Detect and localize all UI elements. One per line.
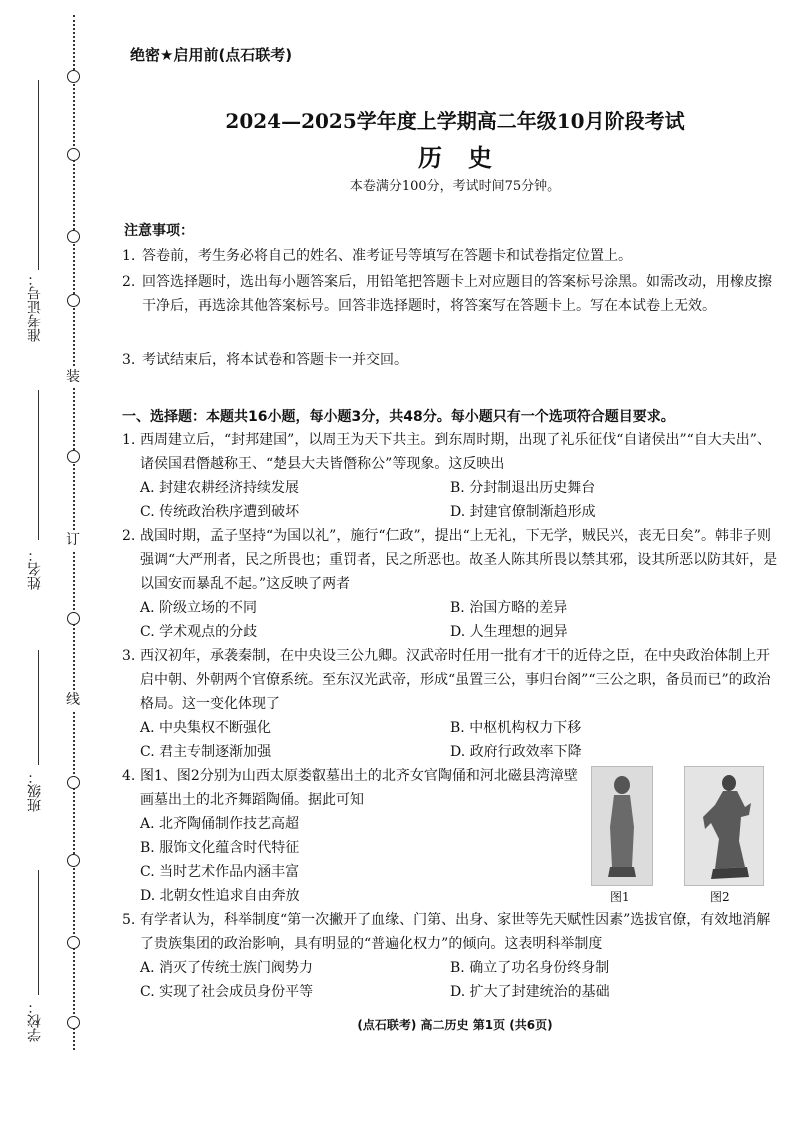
option-a[interactable]: A. 消灭了传统士族门阀势力: [140, 960, 314, 976]
question-stem: 有学者认为，科举制度“第一次撇开了血缘、门第、出身、家世等先天赋性因素”选拔官僚，有效地消解了贵族集团的政治影响，具有明显的“普遍化权力”的倾向。这表明科举制度: [140, 912, 771, 952]
score-info: 本卷满分100分，考试时间75分钟。: [349, 179, 561, 194]
option-c[interactable]: C. 实现了社会成员身份平等: [140, 984, 314, 1000]
figure-1-female-official-figurine: [591, 766, 653, 886]
question-stem: 西汉初年，承袭秦制，在中央设三公九卿。汉武帝时任用一批有才干的近侍之臣，在中央政治体制上开启中朝、外朝两个官僚系统。至东汉光武帝，形成“虽置三公，事归台阁”“三公之职，备员而已”的政治格局。这一变化体现了: [140, 648, 771, 712]
question-number: 1.: [122, 432, 136, 448]
notice-item: [122, 270, 784, 318]
notice-text: 回答选择题时，选出每小题答案后，用铅笔把答题卡上对应题目的答案标号涂黑。如需改动，用橡皮擦干净后，再选涂其他答案标号。回答非选择题时，将答案写在答题卡上。写在本试卷上无效。: [142, 274, 772, 314]
option-c[interactable]: C. 传统政治秩序遭到破坏: [140, 504, 300, 520]
option-b[interactable]: B. 服饰文化蕴含时代特征: [140, 840, 300, 856]
question-3: [122, 644, 782, 716]
name-blank[interactable]: [38, 390, 39, 540]
exam-title: 2024—2025学年度上学期高二年级10月阶段考试: [225, 109, 685, 133]
notice-number: 1.: [122, 248, 136, 264]
page-footer: (点石联考) 高二历史 第1页 (共6页): [357, 1018, 553, 1032]
binding-hole: [67, 294, 80, 307]
option-b[interactable]: B. 确立了功名身份终身制: [450, 960, 610, 976]
binding-hole: [67, 230, 80, 243]
name-label: 姓名：: [27, 548, 43, 590]
section-heading: 一、选择题：本题共16小题，每小题3分，共48分。每小题只有一个选项符合题目要求。: [122, 409, 675, 425]
question-number: 3.: [122, 648, 136, 664]
class-blank[interactable]: [38, 650, 39, 765]
question-stem: 西周建立后，“封邦建国”，以周王为天下共主。到东周时期，出现了礼乐征伐“自诸侯出”“自大夫出”、诸侯国君僭越称王、“楚县大夫皆僭称公”等现象。这反映出: [140, 432, 771, 472]
binding-hole: [67, 776, 80, 789]
notice-number: 3.: [122, 352, 136, 368]
school-label: 学校：: [27, 1000, 43, 1042]
option-b[interactable]: B. 治国方略的差异: [450, 600, 568, 616]
figure-1-caption: 图1: [610, 890, 630, 904]
binding-char-zhuang: 装: [66, 369, 80, 385]
binding-hole: [67, 854, 80, 867]
question-number: 2.: [122, 528, 136, 544]
option-b[interactable]: B. 分封制退出历史舞台: [450, 480, 596, 496]
question-stem: 战国时期，孟子坚持“为国以礼”，施行“仁政”，提出“上无礼，下无学，贼民兴，丧无日矣”。韩非子则强调“大严刑者，民之所畏也；重罚者，民之所恶也。故圣人陈其所畏以禁其邪，设其所恶以防其奸，是以国安而暴乱不起。”这反映了两者: [140, 528, 778, 592]
question-1: [122, 428, 782, 476]
figurine-silhouette-icon: [685, 767, 763, 885]
question-4: [122, 764, 584, 812]
option-d[interactable]: D. 封建官僚制渐趋形成: [450, 504, 596, 520]
binding-char-xian: 线: [66, 692, 80, 708]
subject-title: 历史: [418, 143, 518, 172]
notice-text: 答卷前，考生务必将自己的姓名、准考证号等填写在答题卡和试卷指定位置上。: [142, 248, 632, 264]
binding-hole: [67, 70, 80, 83]
option-a[interactable]: A. 封建农耕经济持续发展: [140, 480, 300, 496]
question-2: [122, 524, 782, 596]
binding-hole: [67, 612, 80, 625]
binding-hole: [67, 936, 80, 949]
notice-text: 考试结束后，将本试卷和答题卡一并交回。: [142, 352, 408, 368]
exam-number-label: 准考证号：: [27, 272, 43, 342]
notice-item: [122, 348, 784, 372]
class-label: 班级：: [27, 770, 43, 812]
figure-2-dancing-figurine: [684, 766, 764, 886]
binding-hole: [67, 1016, 80, 1029]
question-5: [122, 908, 782, 956]
option-a[interactable]: A. 中央集权不断强化: [140, 720, 272, 736]
figure-2-caption: 图2: [710, 890, 730, 904]
option-a[interactable]: A. 北齐陶俑制作技艺高超: [140, 816, 300, 832]
question-stem: 图1、图2分别为山西太原娄叡墓出土的北齐女官陶俑和河北磁县湾漳壁画墓出土的北齐舞蹈陶俑。据此可知: [140, 768, 578, 808]
binding-hole: [67, 450, 80, 463]
notice-heading: 注意事项：: [124, 223, 194, 239]
option-c[interactable]: C. 学术观点的分歧: [140, 624, 258, 640]
option-d[interactable]: D. 人生理想的迥异: [450, 624, 568, 640]
option-d[interactable]: D. 政府行政效率下降: [450, 744, 582, 760]
figurine-silhouette-icon: [592, 767, 652, 885]
option-c[interactable]: C. 君主专制逐渐加强: [140, 744, 272, 760]
option-c[interactable]: C. 当时艺术作品内涵丰富: [140, 864, 300, 880]
option-d[interactable]: D. 北朝女性追求自由奔放: [140, 888, 300, 904]
question-number: 5.: [122, 912, 136, 928]
binding-hole: [67, 148, 80, 161]
option-a[interactable]: A. 阶级立场的不同: [140, 600, 258, 616]
school-blank[interactable]: [38, 870, 39, 995]
notice-number: 2.: [122, 274, 136, 290]
option-d[interactable]: D. 扩大了封建统治的基础: [450, 984, 610, 1000]
question-number: 4.: [122, 768, 136, 784]
confidential-mark: 绝密★启用前(点石联考): [130, 46, 293, 64]
notice-item: [122, 244, 784, 268]
exam-number-blank[interactable]: [38, 80, 39, 270]
binding-char-ding: 订: [66, 532, 80, 548]
option-b[interactable]: B. 中枢机构权力下移: [450, 720, 582, 736]
